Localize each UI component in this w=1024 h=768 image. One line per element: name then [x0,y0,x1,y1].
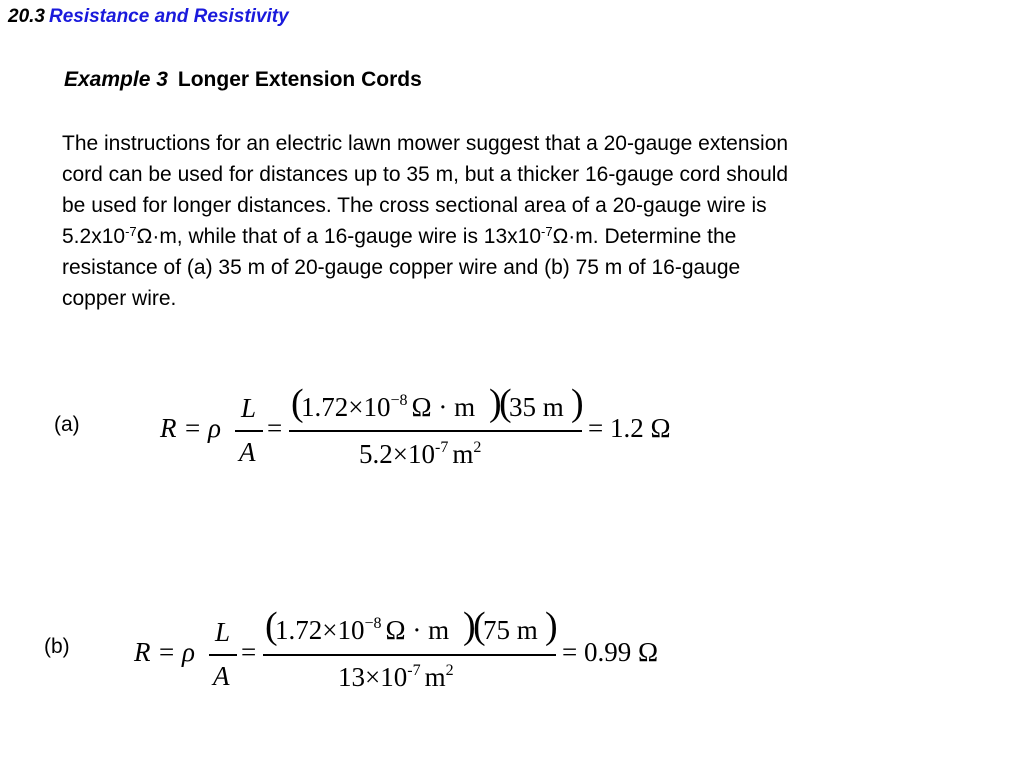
result: = 1.2 Ω [588,413,671,443]
exponent: 2 [473,439,482,456]
exponent: 2 [445,662,454,679]
section-title: Resistance and Resistivity [48,6,289,27]
unit: m [424,662,446,692]
resistivity-value [301,392,475,423]
unit: m [452,439,474,469]
area-value [359,439,481,470]
problem-line: cord can be used for distances up to 35 m, but a thicker 16-gauge cord should [62,163,789,186]
problem-line: be used for longer distances. The cross sectional area of a 20-gauge wire is [62,194,767,217]
example-title: Longer Extension Cords [177,68,422,91]
mantissa: 13×10 [338,662,408,692]
text-fragment: Ω·m. Determine the [552,225,737,248]
example-heading [64,68,422,92]
resistance-symbol: R [160,413,177,443]
exponent: -7 [125,224,137,239]
problem-statement [62,128,962,314]
part-a-label: (a) [54,413,80,436]
text-fragment: Ω·m, while that of a 16-gauge wire is 13x10 [136,225,542,248]
mantissa: 1.72×10 [301,392,391,422]
close-paren: ) [545,605,558,647]
close-paren: ) [489,382,502,424]
resistivity-value [275,615,449,646]
unit: Ω · m [411,392,476,422]
result: = 0.99 Ω [562,637,659,667]
length-symbol: L [215,617,231,647]
problem-line [62,221,962,252]
fraction-bar [235,430,263,432]
problem-line: copper wire. [62,287,177,310]
text-fragment: 5.2x10 [62,225,126,248]
unit: Ω · m [385,615,450,645]
exponent: −8 [364,615,382,632]
area-symbol: A [213,661,230,691]
exponent: -7 [407,662,421,679]
close-paren: ) [463,605,476,647]
open-paren: ( [473,605,486,647]
fraction-bar [209,654,237,656]
length-value: 35 m [509,392,564,422]
rho-symbol: ρ [208,413,221,443]
open-paren: ( [499,382,512,424]
mantissa: 1.72×10 [275,615,365,645]
open-paren: ( [265,605,278,647]
length-value: 75 m [483,615,538,645]
problem-line: resistance of (a) 35 m of 20-gauge copper wire and (b) 75 m of 16-gauge [62,256,741,279]
equals-sign: = [159,637,175,667]
equals-sign: = [185,413,201,443]
section-number: 20.3 [8,6,45,27]
equals-sign: = [267,413,283,443]
rho-symbol: ρ [182,637,195,667]
section-header [8,6,289,28]
resistance-symbol: R [134,637,151,667]
fraction-bar [289,430,582,432]
fraction-bar [263,654,556,656]
exponent: -7 [541,224,553,239]
equals-sign: = [241,637,257,667]
area-value [338,662,454,693]
mantissa: 5.2×10 [359,439,435,469]
part-b-label: (b) [44,635,70,658]
length-symbol: L [241,393,257,423]
close-paren: ) [571,382,584,424]
example-label: Example 3 [64,68,168,91]
area-symbol: A [239,437,256,467]
exponent: -7 [434,439,449,456]
exponent: −8 [390,392,408,409]
problem-line: The instructions for an electric lawn mower suggest that a 20-gauge extension [62,132,789,155]
open-paren: ( [291,382,304,424]
